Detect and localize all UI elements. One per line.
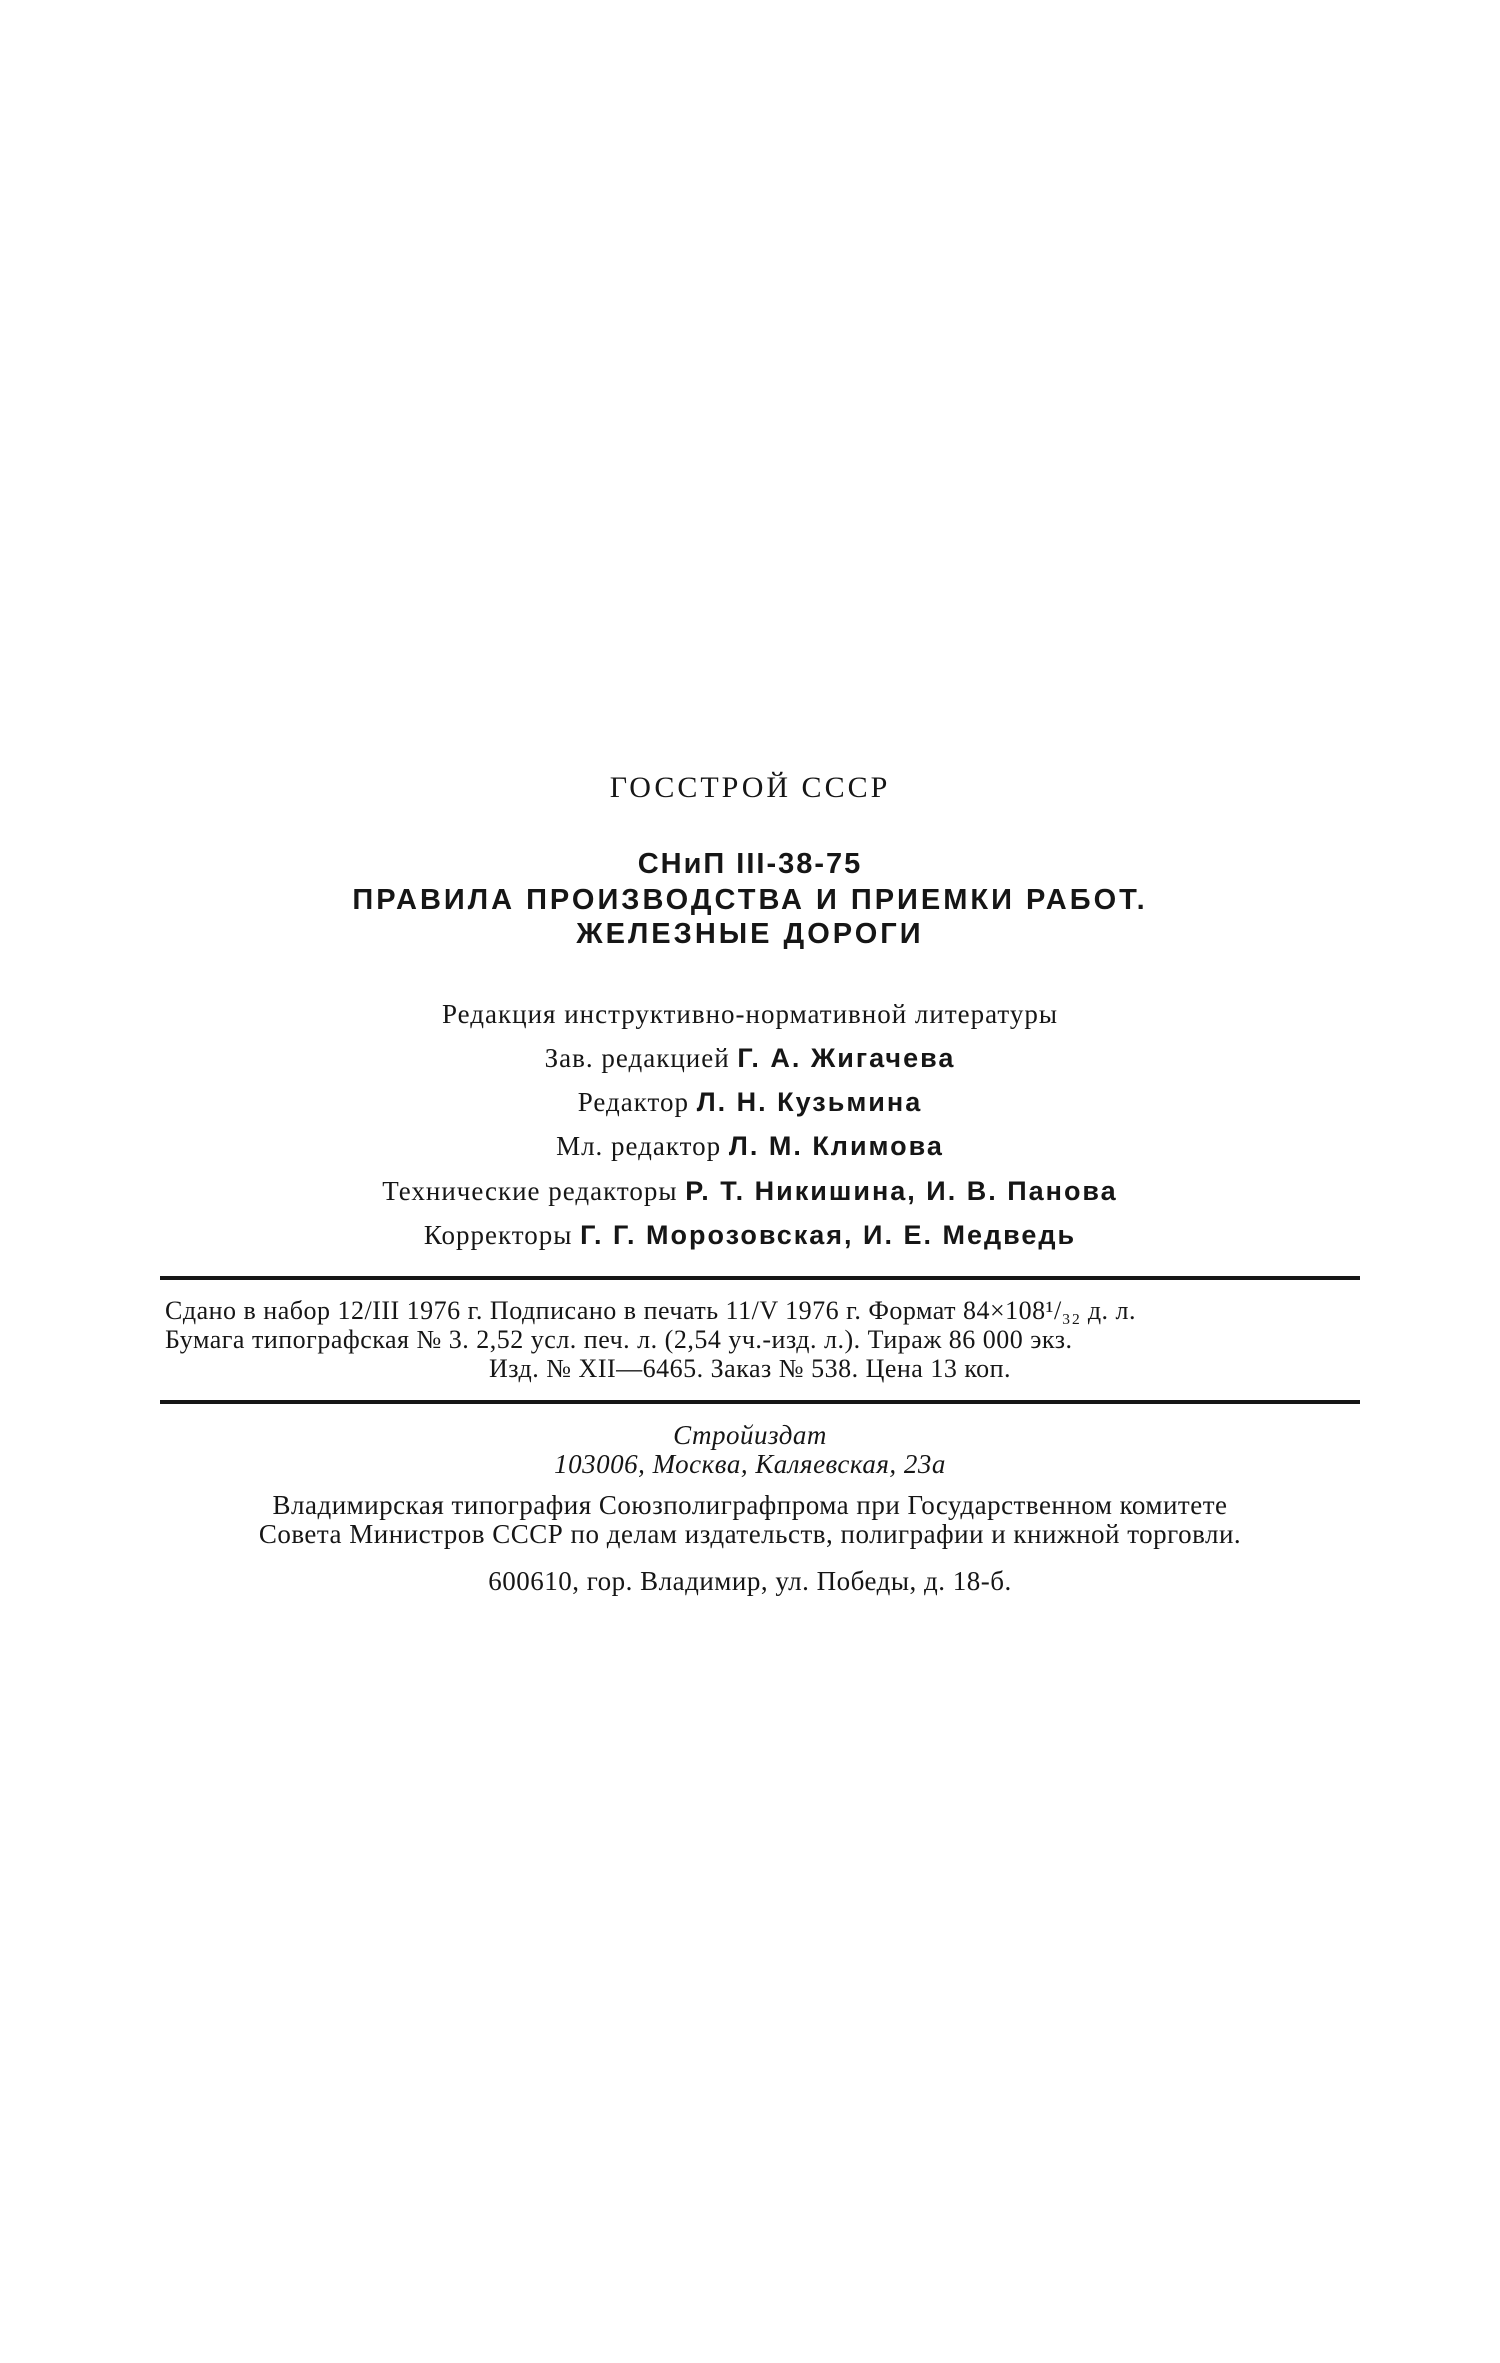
document-code: СНиП III-38-75	[637, 848, 863, 880]
junior-editor-credit	[0, 1133, 1500, 1160]
head-editor-name: Г. А. Жигачева	[737, 1043, 956, 1073]
editor-label: Редактор	[577, 1087, 689, 1117]
publisher-address: 103006, Москва, Каляевская, 23а	[554, 1449, 946, 1479]
edition-name: Редакция инструктивно-нормативной литературы	[442, 999, 1058, 1029]
imprint-line-1: Сдано в набор 12/III 1976 г. Подписано в печать 11/V 1976 г. Формат 84×108¹/₃₂ д. л.	[165, 1296, 1137, 1325]
correctors-credit	[0, 1222, 1500, 1249]
imprint-line-3: Изд. № XII—6465. Заказ № 538. Цена 13 коп.	[488, 1354, 1012, 1383]
correctors-names: Г. Г. Морозовская, И. Е. Медведь	[580, 1220, 1077, 1250]
divider-bottom	[160, 1400, 1360, 1404]
head-editor-credit	[0, 1045, 1500, 1072]
imprint-line-2: Бумага типографская № 3. 2,52 усл. печ. л. (2,54 уч.-изд. л.). Тираж 86 000 экз.	[165, 1325, 1073, 1354]
printer-line-2: Совета Министров СССР по делам издательств, полиграфии и книжной торговли.	[258, 1519, 1242, 1549]
head-editor-label: Зав. редакцией	[544, 1043, 730, 1073]
editor-credit	[0, 1089, 1500, 1116]
document-title-line-1: ПРАВИЛА ПРОИЗВОДСТВА И ПРИЕМКИ РАБОТ.	[352, 884, 1148, 916]
junior-editor-name: Л. М. Климова	[728, 1131, 944, 1161]
agency-name: ГОССТРОЙ СССР	[609, 771, 891, 804]
printer-address: 600610, гор. Владимир, ул. Победы, д. 18-б.	[488, 1566, 1012, 1596]
divider-top	[160, 1276, 1360, 1280]
document-title-line-2: ЖЕЛЕЗНЫЕ ДОРОГИ	[576, 918, 924, 950]
publisher-name: Стройиздат	[673, 1420, 827, 1450]
tech-editors-credit	[0, 1178, 1500, 1205]
tech-editors-names: Р. Т. Никишина, И. В. Панова	[685, 1176, 1118, 1206]
tech-editors-label: Технические редакторы	[382, 1176, 678, 1206]
correctors-label: Корректоры	[423, 1220, 573, 1250]
printer-line-1: Владимирская типография Союзполиграфпрома при Государственном комитете	[272, 1490, 1228, 1520]
editor-name: Л. Н. Кузьмина	[696, 1087, 923, 1117]
junior-editor-label: Мл. редактор	[556, 1131, 722, 1161]
